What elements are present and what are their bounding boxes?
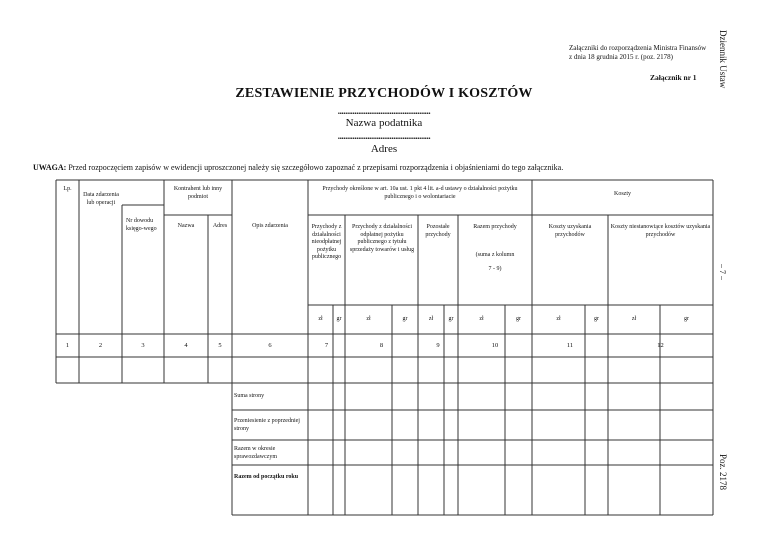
column-number: 12 [657,342,664,349]
summary-period-total: Razem w okresie sprawozdawczym [234,446,277,460]
column-number: 4 [184,342,188,349]
unit-zl: zł [556,316,561,322]
header-cost-non: Koszty niestanowiące kosztów uzyskania przychodów [610,224,711,238]
unit-gr: gr [594,316,599,322]
header-address: Adres [212,223,228,229]
header-costs-group: Koszty [614,191,631,197]
column-number: 2 [98,342,103,349]
header-lp: Lp. [63,186,72,192]
notice-bold: UWAGA: [33,163,67,172]
unit-zl: zł [479,316,484,322]
address-label: Adres [370,143,398,155]
header-rev-paid: Przychody z działalności odpłatnej pożytku publicznego z tytułu sprzedaży towarów i usług [349,224,415,253]
header-doc-no: Nr dowodu księgo-wego [126,218,157,232]
taxpayer-name-label: Nazwa podatnika [345,117,423,129]
header-rev-total: Razem przychody [473,224,517,230]
unit-zl: zł [366,316,371,322]
summary-carried-over: Przeniesienie z poprzedniej strony [234,418,300,432]
column-number: 6 [268,342,272,349]
taxpayer-name-dots: .................................................. [337,106,431,116]
position-number: Poz. 2178 [718,454,728,490]
header-description: Opis zdarzenia [252,223,288,229]
header-date: Data zdarzenia lub operacji [83,192,119,206]
unit-zl: zł [318,316,323,322]
column-number: 8 [379,342,384,349]
summary-year-total: Razem od początku roku [234,474,299,480]
unit-gr: gr [684,316,689,322]
header-name: Nazwa [177,223,195,229]
page-title: ZESTAWIENIE PRZYCHODÓW I KOSZTÓW [235,86,533,101]
unit-zl: zł [631,316,637,322]
column-number: 10 [491,342,499,349]
header-rev-total-note-2: 7 - 9) [488,266,502,272]
unit-zl: zł [428,316,434,322]
notice-text: Przed rozpoczęciem zapisów w ewidencji uproszczonej należy się szczegółowo zapoznać z przepisami rozporządzenia i objaśnieniami do tego załącznika. [66,163,564,172]
column-number: 11 [566,342,574,349]
column-number: 5 [218,342,222,349]
unit-gr: gr [448,316,454,322]
column-number: 7 [324,342,329,349]
header-cost-deductible: Koszty uzyskania przychodów [548,224,592,238]
header-rev-total-note-1: (suma z kolumn [475,252,515,258]
summary-page-total: Suma strony [234,393,265,399]
unit-gr: gr [336,316,342,322]
header-rev-other: Pozostałe przychody [425,224,451,238]
address-dots: .................................................. [337,131,431,141]
header-revenue-group: Przychody określone w art. 10a ust. 1 pkt 4 lit. a-d ustawy o działalności pożytku publicznego i o wolontariacie [322,186,518,200]
column-number: 1 [65,342,70,349]
journal-name: Dziennik Ustaw [718,30,728,89]
unit-gr: gr [402,316,408,322]
header-contractor: Kontrahent lub inny podmiot [173,186,223,200]
regulation-note-line-2: z dnia 18 grudnia 2015 r. (poz. 2178) [569,53,674,61]
header-rev-free: Przychody z działalności nieodpłatnej pożytku publicznego [311,224,342,260]
column-number: 3 [141,342,145,349]
regulation-note-line-1: Załączniki do rozporządzenia Ministra Finansów [569,44,707,52]
unit-gr: gr [516,316,521,322]
page-number: – 7 – [718,264,727,280]
attachment-label: Załącznik nr 1 [650,73,697,82]
column-number: 9 [436,342,440,349]
